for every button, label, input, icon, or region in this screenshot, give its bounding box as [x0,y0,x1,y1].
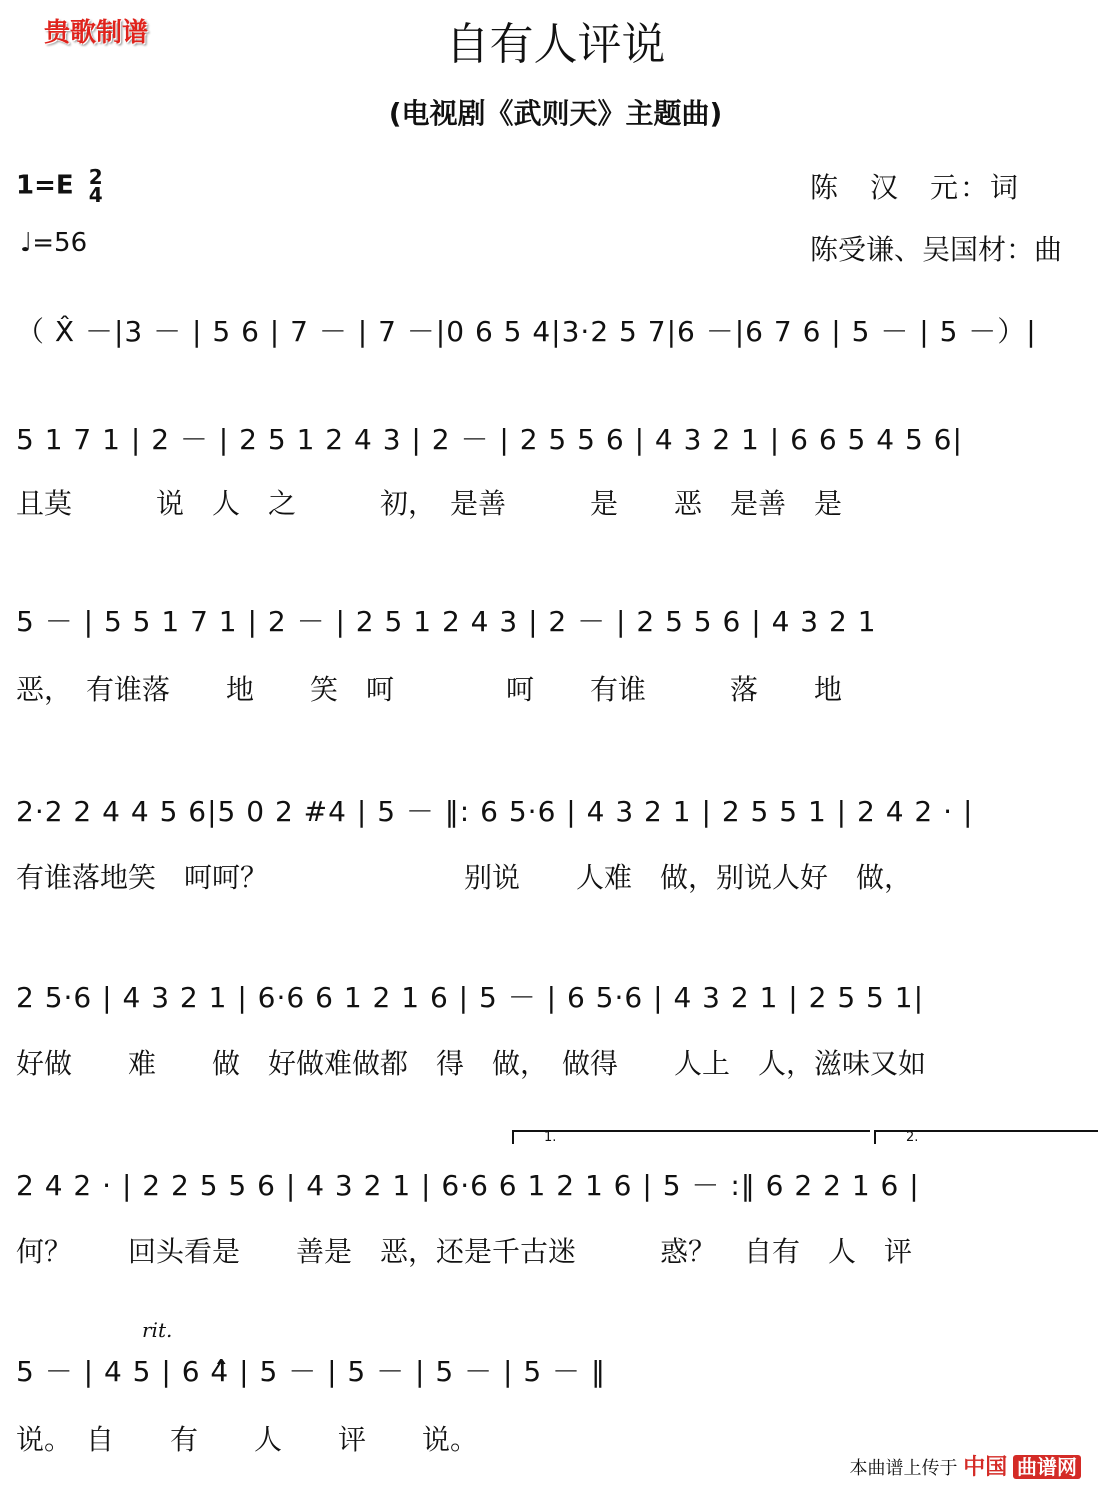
lyrics-line: 恶， 有谁落 地 笑 呵 呵 有谁 落 地 [16,673,843,706]
lyrics-line: 且莫 说 人 之 初， 是善 是 恶 是善 是 [16,487,843,520]
ritardando-mark: rit. [142,1318,173,1342]
notation-line: 5 1 7 1 | 2 － | 2 5 1 2 4 3 | 2 － | 2 5 5 6 | 4 3 2 1 | 6 6 5 4 5 6| [16,423,963,456]
score-line-7 [16,1350,1098,1410]
footer-credit [850,1450,1081,1481]
score-line-3 [16,600,1098,660]
lyrics-line: 有谁落地笑 呵呵？ 别说 人难 做，别说人好 做， [16,861,913,894]
footer-text: 本曲谱上传于 [849,1458,958,1479]
song-subtitle: (电视剧《武则天》主题曲) [388,97,723,130]
notation-line: 2·2 2 4 4 5 6|5 0 2 #4 | 5 － ‖: 6 5·6 | 4 3 2 1 | 2 5 5 1 | 2 4 2 · | [16,795,974,828]
key-label: 1=E [16,170,74,201]
score-line-4 [16,790,1098,850]
lyrics-line: 好做 难 做 好做难做都 得 做， 做得 人上 人，滋味又如 [16,1047,927,1080]
time-sig-top: 2 [88,165,103,189]
volta-first-ending [512,1130,870,1144]
key-signature [16,165,103,207]
notation-line: 2 5·6 | 4 3 2 1 | 6·6 6 1 2 1 6 | 5 － | 6 5·6 | 4 3 2 1 | 2 5 5 1| [16,981,925,1014]
lyricist-credit: 陈 汉 元：词 [810,171,1021,204]
lyrics-line: 何？ 回头看是 善是 恶，还是千古迷 惑？ 自有 人 评 [16,1235,913,1268]
brand-watermark: 贵歌制谱 [44,18,149,48]
site-logo: 中国 [963,1455,1008,1480]
time-sig-bottom: 4 [88,183,103,207]
score-line-1 [16,310,1098,370]
song-title: 自有人评说 [445,19,666,70]
score-line-6 [16,1164,1098,1224]
volta-second-ending [874,1130,1098,1144]
notation-line: 2 4 2 · | 2 2 5 5 6 | 4 3 2 1 | 6·6 6 1 2 1 6 | 5 － :‖ 6 2 2 1 6 | [16,1169,920,1202]
volta-first-label: 1. [544,1130,557,1145]
composer-credit: 陈受谦、吴国材：曲 [810,233,1063,266]
lyrics-line: 说。 自 有 人 评 说。 [16,1423,479,1456]
volta-second-label: 2. [906,1130,919,1145]
score-line-5 [16,976,1098,1036]
time-signature [88,165,103,207]
tempo-mark: ♩=56 [20,228,88,258]
notation-line: （ X̂ －|3 － | 5 6 | 7 － | 7 －|0 6 5 4|3·2 5 7|6 －|6 7 6 | 5 － | 5 －）| [16,315,1037,348]
score-line-2 [16,418,1098,478]
site-logo-badge: 曲谱网 [1013,1455,1081,1479]
notation-line: 5 － | 5 5 1 7 1 | 2 － | 2 5 1 2 4 3 | 2 － | 2 5 5 6 | 4 3 2 1 [16,605,877,638]
notation-line: 5 － | 4 5 | 6 4̂ | 5 － | 5 － | 5 － | 5 － ‖ [16,1355,606,1388]
